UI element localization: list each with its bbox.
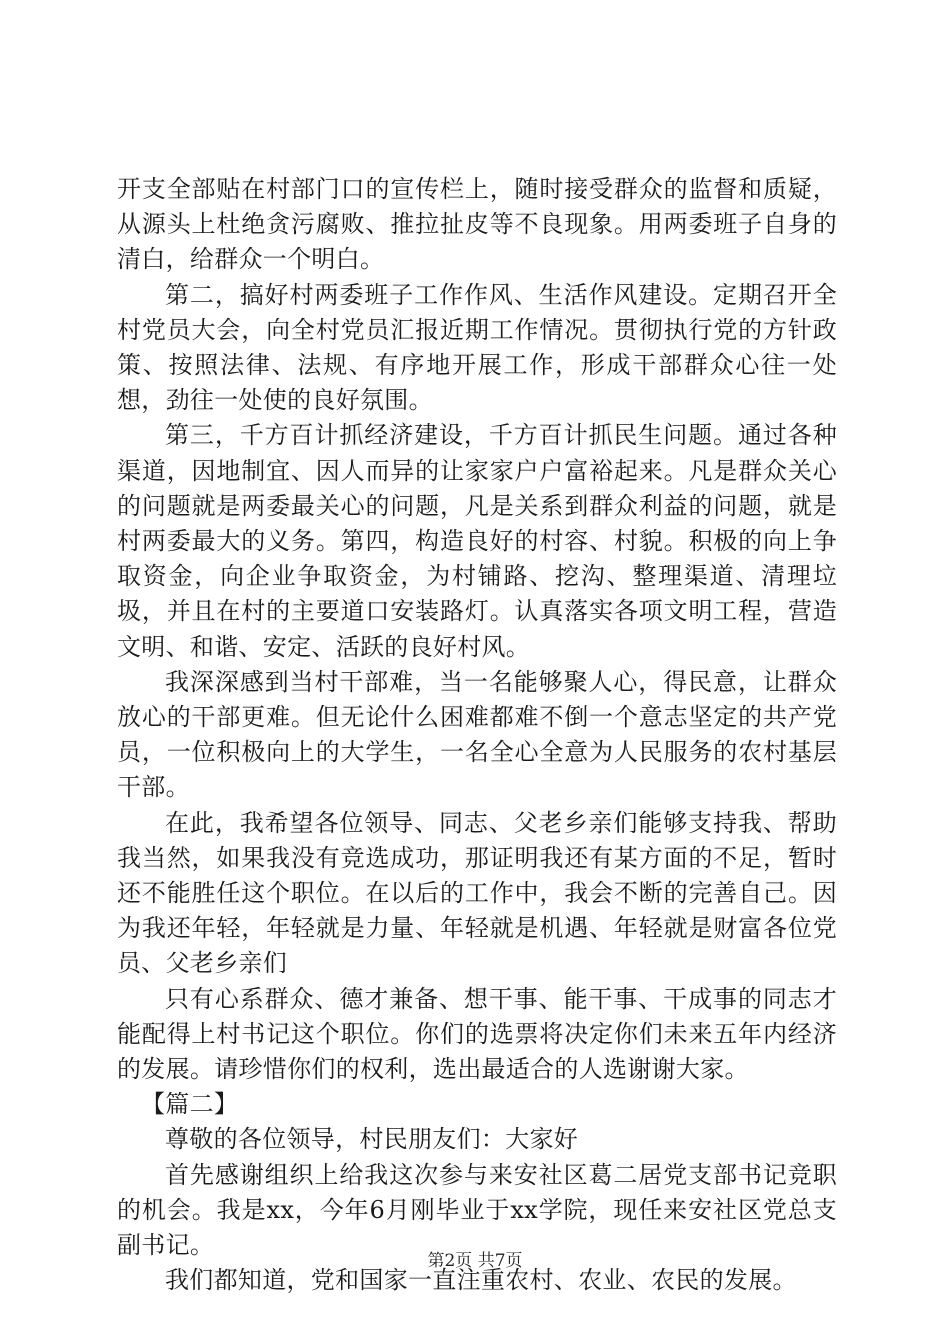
paragraph-2: 第二，搞好村两委班子工作作风、生活作风建设。定期召开全村党员大会，向全村党员汇报近期工作情况。贯彻执行党的方针政策、按照法律、法规、有序地开展工作，形成干部群众心往一处想，劲往一处使的良好氛围。: [117, 280, 837, 415]
paragraph-3: 第三，千方百计抓经济建设，千方百计抓民生问题。通过各种渠道，因地制宜、因人而异的让家家户户富裕起来。凡是群众关心的问题就是两委最关心的问题，凡是关系到群众利益的问题，就是村两委最大的义务。第四，构造良好的村容、村貌。积极的向上争取资金，向企业争取资金，为村铺路、挖沟、整理渠道、清理垃圾，并且在村的主要道口安装路灯。认真落实各项文明工程，营造文明、和谐、安定、活跃的良好村风。: [117, 421, 837, 661]
paragraph-8: 我们都知道，党和国家一直注重农村、农业、农民的发展。: [165, 1266, 797, 1295]
page-footer: 第2页 共7页: [427, 1251, 523, 1271]
paragraph-5: 在此，我希望各位领导、同志、父老乡亲们能够支持我、帮助我当然，如果我没有竞选成功，那证明我还有某方面的不足，暂时还不能胜任这个职位。在以后的工作中，我会不断的完善自己。因为我还年轻，年轻就是力量、年轻就是机遇、年轻就是财富各位党员、父老乡亲们: [117, 808, 837, 978]
paragraph-7: 首先感谢组织上给我这次参与来安社区葛二居党支部书记竞职的机会。我是xx，今年6月刚毕业于xx学院，现任来安社区党总支副书记。: [117, 1160, 837, 1260]
paragraph-1: 开支全部贴在村部门口的宣传栏上，随时接受群众的监督和质疑，从源头上杜绝贪污腐败、推拉扯皮等不良现象。用两委班子自身的清白，给群众一个明白。: [117, 175, 837, 274]
paragraph-6: 只有心系群众、德才兼备、想干事、能干事、干成事的同志才能配得上村书记这个职位。你们的选票将决定你们未来五年内经济的发展。请珍惜你们的权利，选出最适合的人选谢谢大家。: [117, 984, 837, 1084]
document-body: [117, 172, 837, 1299]
paragraph-4: 我深深感到当村干部难，当一名能够聚人心，得民意，让群众放心的干部更难。但无论什么困难都难不倒一个意志坚定的共产党员，一位积极向上的大学生，一名全心全意为人民服务的农村基层干部。: [117, 667, 837, 802]
section-heading: 【篇二】: [141, 1090, 239, 1119]
salutation: 尊敬的各位领导，村民朋友们：大家好: [165, 1125, 579, 1154]
